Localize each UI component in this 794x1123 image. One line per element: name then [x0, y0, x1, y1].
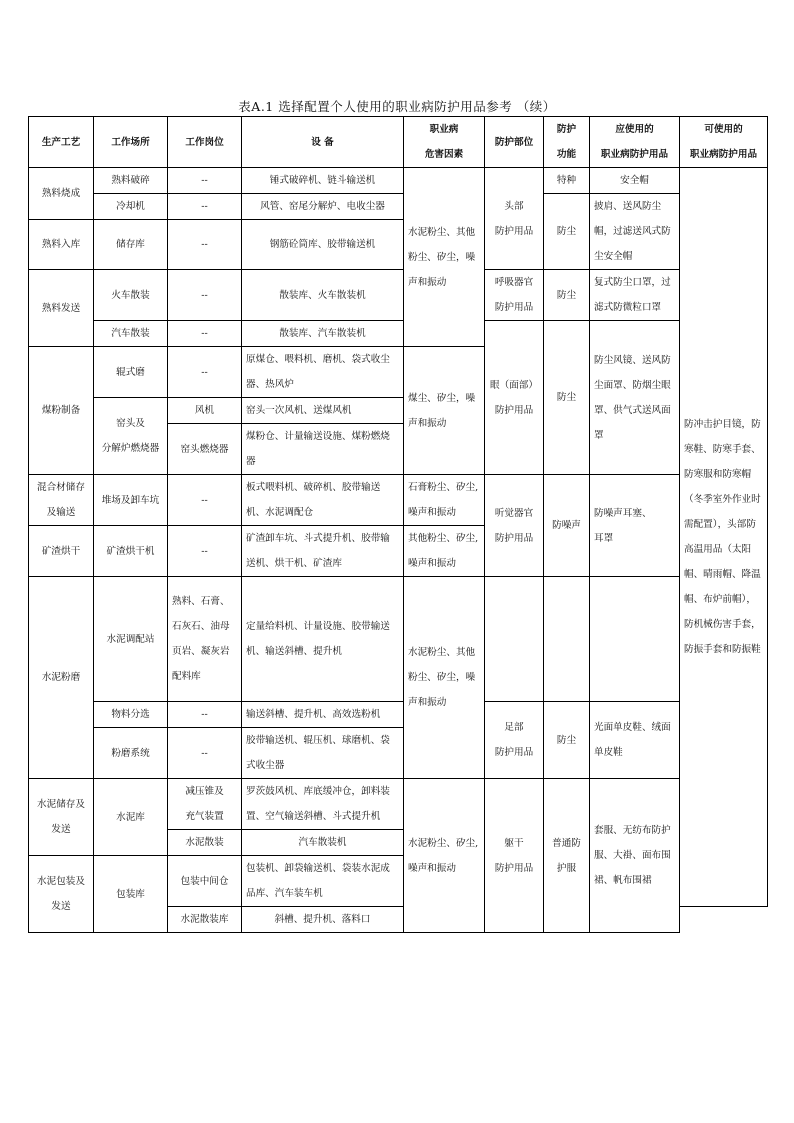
- cell-function-torso: 普通防 护服: [544, 779, 590, 933]
- cell-workplace: 窑头及 分解炉燃烧器: [94, 398, 168, 475]
- header-workplace: 工作场所: [94, 117, 168, 168]
- cell-workplace: 水泥库: [94, 779, 168, 856]
- cell-post: 水泥散装库: [168, 907, 242, 933]
- cell-post: 风机: [168, 398, 242, 424]
- cell-post: --: [168, 702, 242, 728]
- cell-post: --: [168, 728, 242, 779]
- cell-equipment: 罗茨鼓风机、库底缓冲仓，卸料装置、空气输送斜槽、斗式提升机: [242, 779, 404, 830]
- cell-post: --: [168, 526, 242, 577]
- cell-body-part-torso: 躯干 防护用品: [485, 779, 544, 933]
- header-may-line2: 职业病防护用品: [689, 149, 758, 160]
- cell-equipment: 原煤仓、喂料机、磨机、袋式收尘器、热风炉: [242, 347, 404, 398]
- table-row: [29, 321, 768, 347]
- header-body-part: 防护部位: [485, 117, 544, 168]
- cell-function-foot: 防尘: [544, 702, 590, 779]
- cell-workplace: 熟料破碎: [94, 168, 168, 194]
- cell-equipment: 胶带输送机、辊压机、球磨机、袋式收尘器: [242, 728, 404, 779]
- cell-process: 熟料入库: [29, 220, 94, 270]
- cell-workplace: 物料分选: [94, 702, 168, 728]
- cell-workplace: 辊式磨: [94, 347, 168, 398]
- cell-equipment: 汽车散装机: [242, 830, 404, 856]
- table-row: [29, 779, 768, 830]
- cell-workplace: 粉磨系统: [94, 728, 168, 779]
- cell-item-eye: 防尘风镜、送风防尘面罩、防烟尘眼罩、供气式送风面罩: [590, 321, 680, 475]
- cell-equipment: 定量给料机、计量设施、胶带输送机、输送斜槽、提升机: [242, 577, 404, 702]
- cell-workplace: 矿渣烘干机: [94, 526, 168, 577]
- cell-equipment: 风管、窑尾分解炉、电收尘器: [242, 194, 404, 220]
- header-function-line2: 功能: [556, 149, 577, 160]
- header-hazard-line2: 危害因素: [424, 149, 464, 160]
- cell-may-use: 防冲击护目镜，防寒鞋、防寒手套、防寒服和防寒帽（冬季室外作业时需配置），头部防高温用品（太阳帽、晴雨帽、降温帽、布炉前帽），防机械伤害手套，防振手套和防振鞋: [680, 168, 768, 907]
- cell-equipment: 板式喂料机、破碎机、胶带输送机、水泥调配仓: [242, 475, 404, 526]
- cell-post: --: [168, 347, 242, 398]
- cell-body-part-ear: 听觉器官 防护用品: [485, 475, 544, 577]
- header-hazard: [404, 117, 485, 168]
- cell-process: 煤粉制备: [29, 347, 94, 475]
- header-may-line1: 可使用的: [704, 124, 743, 135]
- cell-workplace: 包装库: [94, 856, 168, 933]
- header-equipment: 设 备: [242, 117, 404, 168]
- cell-function-ear: 防噪声: [544, 475, 590, 577]
- cell-spacer: [485, 577, 544, 702]
- cell-post: --: [168, 321, 242, 347]
- cell-item-ear: 防噪声耳塞、 耳罩: [590, 475, 680, 577]
- cell-workplace: 储存库: [94, 220, 168, 270]
- cell-hazard: 煤尘、矽尘，噪声和振动: [404, 347, 485, 475]
- cell-body-part-foot: 足部 防护用品: [485, 702, 544, 779]
- cell-post: --: [168, 168, 242, 194]
- cell-item-head-dust: 披肩、送风防尘帽，过滤送风式防尘安全帽: [590, 194, 680, 270]
- ppe-reference-table: [28, 116, 768, 933]
- cell-process: 矿渣烘干: [29, 526, 94, 577]
- table-row: [29, 168, 768, 194]
- cell-spacer: [544, 577, 590, 702]
- cell-function-head-dust: 防尘: [544, 194, 590, 270]
- cell-workplace: 火车散装: [94, 270, 168, 321]
- cell-workplace: 冷却机: [94, 194, 168, 220]
- cell-post: --: [168, 270, 242, 321]
- header-function: [544, 117, 590, 168]
- cell-body-part-head: 头部 防护用品: [485, 168, 544, 270]
- cell-equipment: 钢筋砼筒库、胶带输送机: [242, 220, 404, 270]
- cell-item-foot: 光面单皮鞋、绒面单皮鞋: [590, 702, 680, 779]
- header-should-line2: 职业病防护用品: [600, 149, 669, 160]
- cell-equipment: 斜槽、提升机、落料口: [242, 907, 404, 933]
- cell-post: 包装中间仓: [168, 856, 242, 907]
- header-should-line1: 应使用的: [615, 124, 654, 135]
- header-row: [29, 117, 768, 168]
- cell-equipment: 矿渣卸车坑、斗式提升机、胶带输送机、烘干机、矿渣库: [242, 526, 404, 577]
- table-row: [29, 270, 768, 321]
- cell-hazard: 水泥粉尘、矽尘,噪声和振动: [404, 779, 485, 933]
- cell-workplace: 水泥调配站: [94, 577, 168, 702]
- cell-process: 水泥粉磨: [29, 577, 94, 779]
- cell-equipment: 煤粉仓、计量输送设施、煤粉燃烧器: [242, 424, 404, 475]
- cell-item-head: 安全帽: [590, 168, 680, 194]
- cell-equipment: 输送斜槽、提升机、高效选粉机: [242, 702, 404, 728]
- table-row: [29, 475, 768, 526]
- cell-spacer: [590, 577, 680, 702]
- cell-process: 熟料烧成: [29, 168, 94, 220]
- cell-post: --: [168, 475, 242, 526]
- cell-process: 熟料发送: [29, 270, 94, 347]
- cell-item-resp: 复式防尘口罩，过滤式防微粒口罩: [590, 270, 680, 321]
- cell-post: 熟料、石膏、 石灰石、油母 页岩、凝灰岩 配料库: [168, 577, 242, 702]
- cell-body-part-eye: 眼（面部） 防护用品: [485, 321, 544, 475]
- cell-post: 窑头燃烧器: [168, 424, 242, 475]
- cell-workplace: 汽车散装: [94, 321, 168, 347]
- table-row: [29, 577, 768, 602]
- header-should-use: [590, 117, 680, 168]
- header-post: 工作岗位: [168, 117, 242, 168]
- cell-body-part-resp: 呼吸器官 防护用品: [485, 270, 544, 321]
- table-row: [29, 702, 768, 728]
- header-may-use: [680, 117, 768, 168]
- cell-item-torso: 套服、无纺布防护服、大褂、面布围裙、帆布围裙: [590, 779, 680, 933]
- cell-post: --: [168, 220, 242, 270]
- cell-process: 水泥包装及 发送: [29, 856, 94, 933]
- cell-hazard: 水泥粉尘、其他粉尘、矽尘，噪声和振动: [404, 577, 485, 779]
- cell-equipment: 窑头一次风机、送煤风机: [242, 398, 404, 424]
- header-hazard-line1: 职业病: [429, 124, 459, 135]
- cell-hazard: 石膏粉尘、矽尘,噪声和振动: [404, 475, 485, 526]
- cell-function-resp: 防尘: [544, 270, 590, 321]
- cell-process: 混合材储存 及输送: [29, 475, 94, 526]
- cell-post: --: [168, 194, 242, 220]
- cell-workplace: 堆场及卸车坑: [94, 475, 168, 526]
- cell-equipment: 散装库、火车散装机: [242, 270, 404, 321]
- cell-hazard: 其他粉尘、矽尘,噪声和振动: [404, 526, 485, 577]
- cell-equipment: 散装库、汽车散装机: [242, 321, 404, 347]
- table-title: 表A.1 选择配置个人使用的职业病防护用品参考 （续）: [238, 99, 556, 114]
- header-process: 生产工艺: [29, 117, 94, 168]
- cell-post: 减压锥及 充气装置: [168, 779, 242, 830]
- cell-function-eye: 防尘: [544, 321, 590, 475]
- table-row: [29, 194, 768, 220]
- cell-function-head: 特种: [544, 168, 590, 194]
- header-function-line1: 防护: [556, 124, 577, 135]
- cell-hazard: 水泥粉尘、其他粉尘、矽尘，噪声和振动: [404, 168, 485, 347]
- cell-equipment: 锤式破碎机、链斗输送机: [242, 168, 404, 194]
- cell-process: 水泥储存及 发送: [29, 779, 94, 856]
- cell-post: 水泥散装: [168, 830, 242, 856]
- cell-equipment: 包装机、卸袋输送机、袋装水泥成品库、汽车装车机: [242, 856, 404, 907]
